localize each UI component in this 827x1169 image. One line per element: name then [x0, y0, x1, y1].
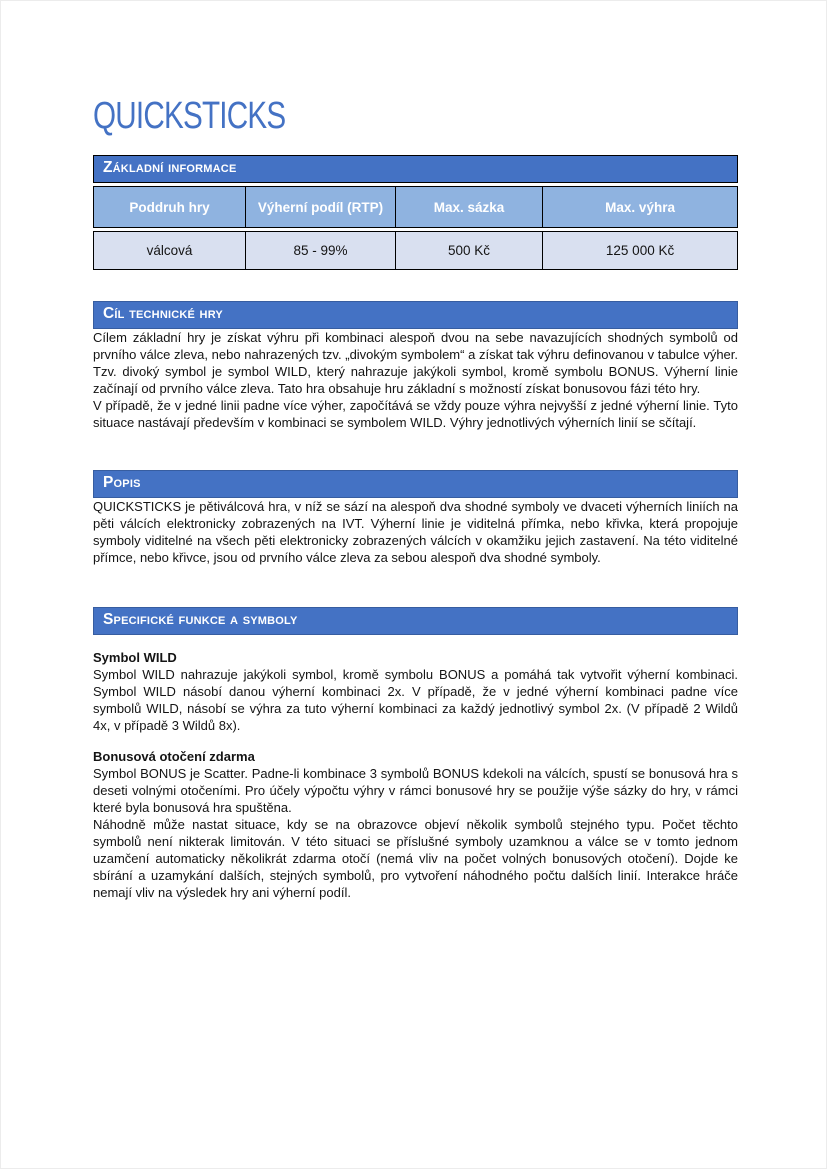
wild-paragraph: Symbol WILD nahrazuje jakýkoli symbol, kromě symbolu BONUS a pomáhá tak vytvořit výherní kombinaci. Symbol WILD násobí danou výherní kombinaci 2x. V případě, že v jedné výherní kombinaci padne více symbolů WILD, násobí se výhra za tuto výherní kombinaci za každý jednotlivý symbol 2x. (V případě 2 Wildů 4x, v případě 3 Wildů 8x).	[93, 667, 738, 733]
goal-paragraph-1: Cílem základní hry je získat výhru při kombinaci alespoň dvou na sebe navazujících shodných symbolů od prvního válce zleva, nebo nahrazených tzv. „divokým symbolem“ a získat tak výhru definovanou v tabulce výher. Tzv. divoký symbol je symbol WILD, který nahrazuje jakýkoli symbol, kromě symbolu BONUS. Výherní linie začínají od prvního válce zleva. Tato hra obsahuje hru základní s možností získat bonusovou fázi této hry.	[93, 330, 738, 396]
table-row	[93, 231, 738, 270]
features-section	[93, 607, 738, 901]
basic-info-table	[93, 186, 738, 270]
description-section	[93, 470, 738, 566]
section-header-features: Specifické funkce a symboly	[93, 607, 738, 635]
bonus-paragraph-2: Náhodně může nastat situace, kdy se na obrazovce objeví několik symbolů stejného typu. Počet těchto symbolů není nikterak limitován. V této situaci se příslušné symboly uzamknou a válce se v tomto jednom uzamčení automaticky několikrát zdarma otočí (nemá vliv na počet volných bonusových otočení). Dojde ke sbírání a uzamykání dalších, stejných symbolů, pro vytvoření náhodného počtu dalších linií. Interakce hráče nemají vliv na výsledek hry ani výherní podíl.	[93, 817, 738, 900]
cell-max-win: 125 000 Kč	[542, 232, 737, 269]
subheading-bonus-free-spins: Bonusová otočení zdarma	[93, 749, 255, 764]
section-header-goal: Cíl technické hry	[93, 301, 738, 329]
subheading-symbol-wild: Symbol WILD	[93, 650, 177, 665]
section-header-basic-info: Základní informace	[93, 155, 738, 183]
basic-info-section	[93, 155, 738, 270]
page-title: QUICKSTICKS	[93, 95, 286, 137]
cell-max-bet: 500 Kč	[395, 232, 542, 269]
section-header-description: Popis	[93, 470, 738, 498]
bonus-paragraph-1: Symbol BONUS je Scatter. Padne-li kombinace 3 symbolů BONUS kdekoli na válcích, spustí se bonusová hra s deseti volnými otočeními. Pro účely výpočtu výhry v rámci bonusové hry se použije výše sázky do hry, v rámci které byla bonusová hra spuštěna.	[93, 766, 738, 815]
column-header-rtp: Výherní podíl (RTP)	[245, 187, 395, 227]
cell-rtp: 85 - 99%	[245, 232, 395, 269]
cell-subtype: válcová	[146, 243, 193, 258]
description-paragraph: QUICKSTICKS je pětiválcová hra, v níž se sází na alespoň dva shodné symboly ve dvaceti výherních liniích na pěti válcích elektronicky zobrazených na IVT. Výherní linie je viditelná přímka, nebo křivka, která propojuje symboly viditelné na všech pěti elektronicky zobrazených válcích v okamžiku jejich zastavení. Na této viditelné přímce, nebo křivce, jsou od prvního válce zleva za sebou alespoň dva shodné symboly.	[93, 499, 738, 565]
column-header-max-win: Max. výhra	[542, 187, 737, 227]
column-header-max-bet: Max. sázka	[395, 187, 542, 227]
table-header-row	[93, 186, 738, 228]
column-header-subtype: Poddruh hry	[129, 199, 210, 215]
goal-paragraph-2: V případě, že v jedné linii padne více výher, započítává se vždy pouze výhra nejvyšší z jedné výherní linie. Tyto situace nastávají především v kombinaci se symbolem WILD. Výhry jednotlivých výherních linií se sčítají.	[93, 398, 738, 430]
goal-section	[93, 301, 738, 431]
